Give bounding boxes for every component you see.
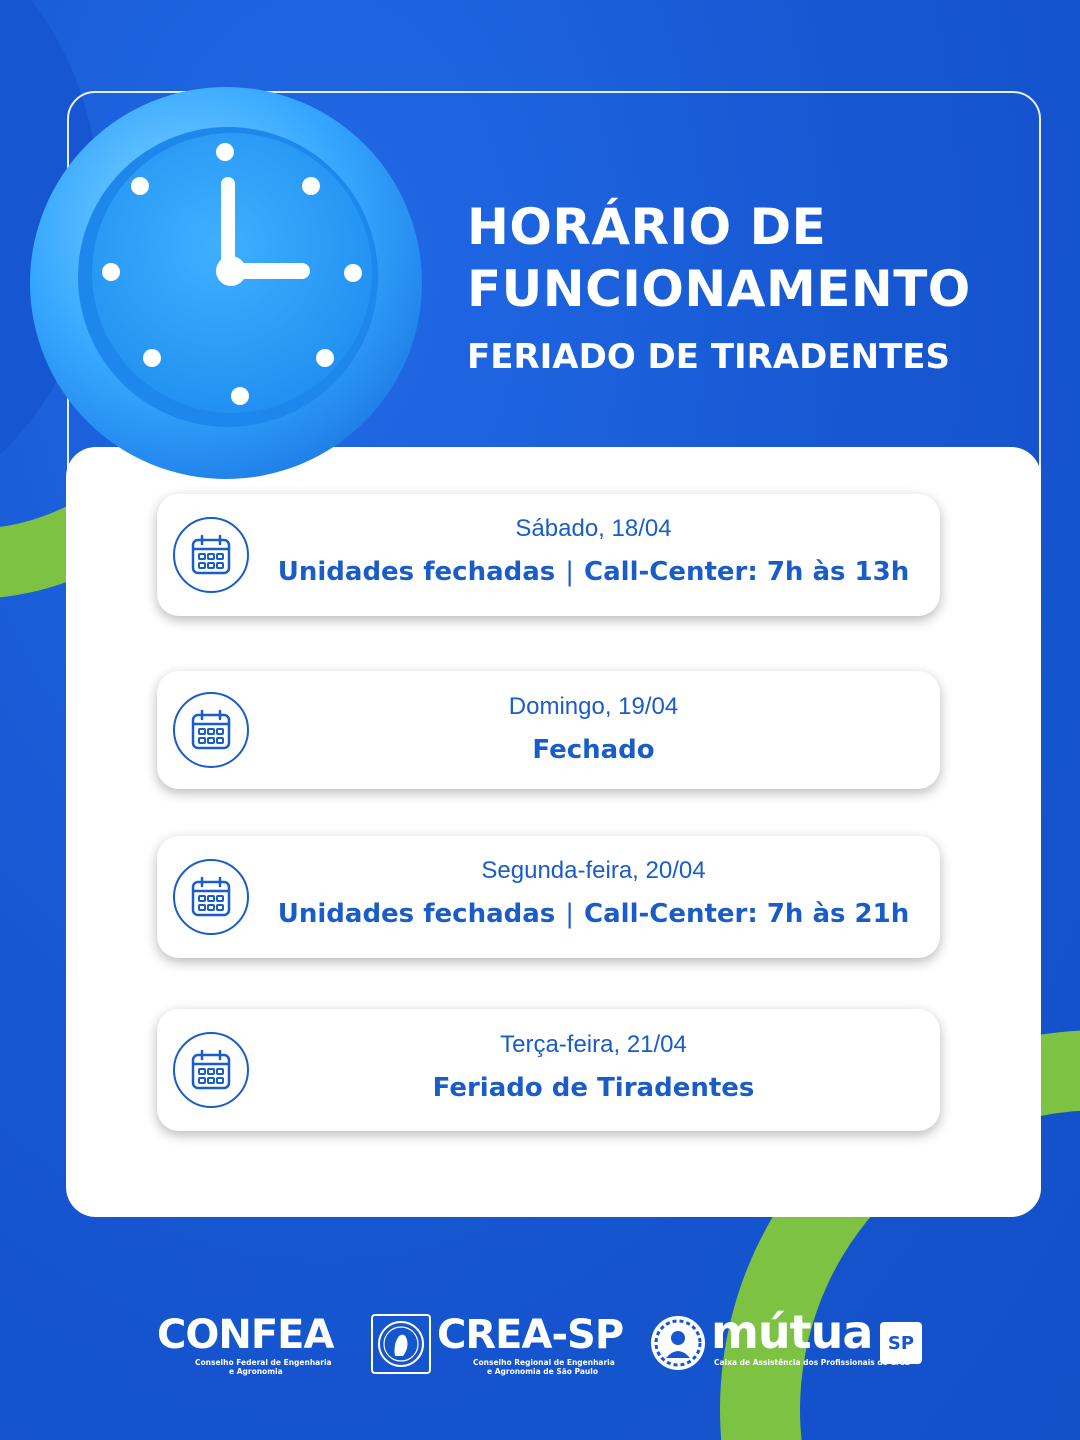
crea-caption-line1: Conselho Regional de Engenharia	[473, 1358, 615, 1367]
calendar-icon	[173, 692, 249, 768]
schedule-detail	[257, 896, 930, 932]
schedule-status: Feriado de Tiradentes	[432, 1073, 755, 1103]
separator: |	[565, 557, 575, 587]
crea-sp-logo: CREA-SP	[437, 1312, 624, 1358]
schedule-date: Domingo, 19/04	[508, 693, 679, 720]
mutua-emblem-icon	[651, 1316, 705, 1370]
schedule-card-tuesday	[157, 1009, 940, 1131]
schedule-callcenter: Call-Center: 7h às 13h	[584, 557, 910, 587]
schedule-status: Fechado	[532, 735, 655, 765]
schedule-callcenter: Call-Center: 7h às 21h	[584, 899, 910, 929]
mutua-caption: Caixa de Assistência dos Profissionais do Crea	[714, 1358, 910, 1367]
confea-caption-line2: e Agronomia	[229, 1367, 283, 1376]
crest-icon	[371, 1314, 431, 1374]
calendar-icon	[173, 517, 249, 593]
page-subtitle: FERIADO DE TIRADENTES	[467, 337, 950, 377]
page-title-line2: FUNCIONAMENTO	[467, 260, 971, 318]
schedule-date: Terça-feira, 21/04	[500, 1031, 687, 1058]
schedule-status: Unidades fechadas	[277, 899, 556, 929]
schedule-card-saturday	[157, 494, 940, 616]
schedule-date: Segunda-feira, 20/04	[481, 857, 706, 884]
mutua-logo: mútua	[711, 1305, 873, 1359]
crea-caption-line2: e Agronomia de São Paulo	[487, 1367, 598, 1376]
mutua-badge-text: SP	[887, 1332, 915, 1354]
confea-logo: CONFEA	[157, 1312, 334, 1358]
schedule-detail	[257, 554, 930, 590]
calendar-icon	[173, 859, 249, 935]
schedule-status: Unidades fechadas	[277, 557, 556, 587]
separator: |	[565, 899, 575, 929]
clock-icon	[28, 85, 424, 481]
title-block	[467, 196, 1027, 380]
schedule-card-monday	[157, 836, 940, 958]
calendar-icon	[173, 1032, 249, 1108]
schedule-date: Sábado, 18/04	[515, 515, 672, 542]
schedule-card-sunday	[157, 671, 940, 789]
confea-caption-line1: Conselho Federal de Engenharia	[195, 1358, 332, 1367]
page-title-line1: HORÁRIO DE	[467, 198, 827, 256]
footer-logos	[0, 1305, 1080, 1382]
